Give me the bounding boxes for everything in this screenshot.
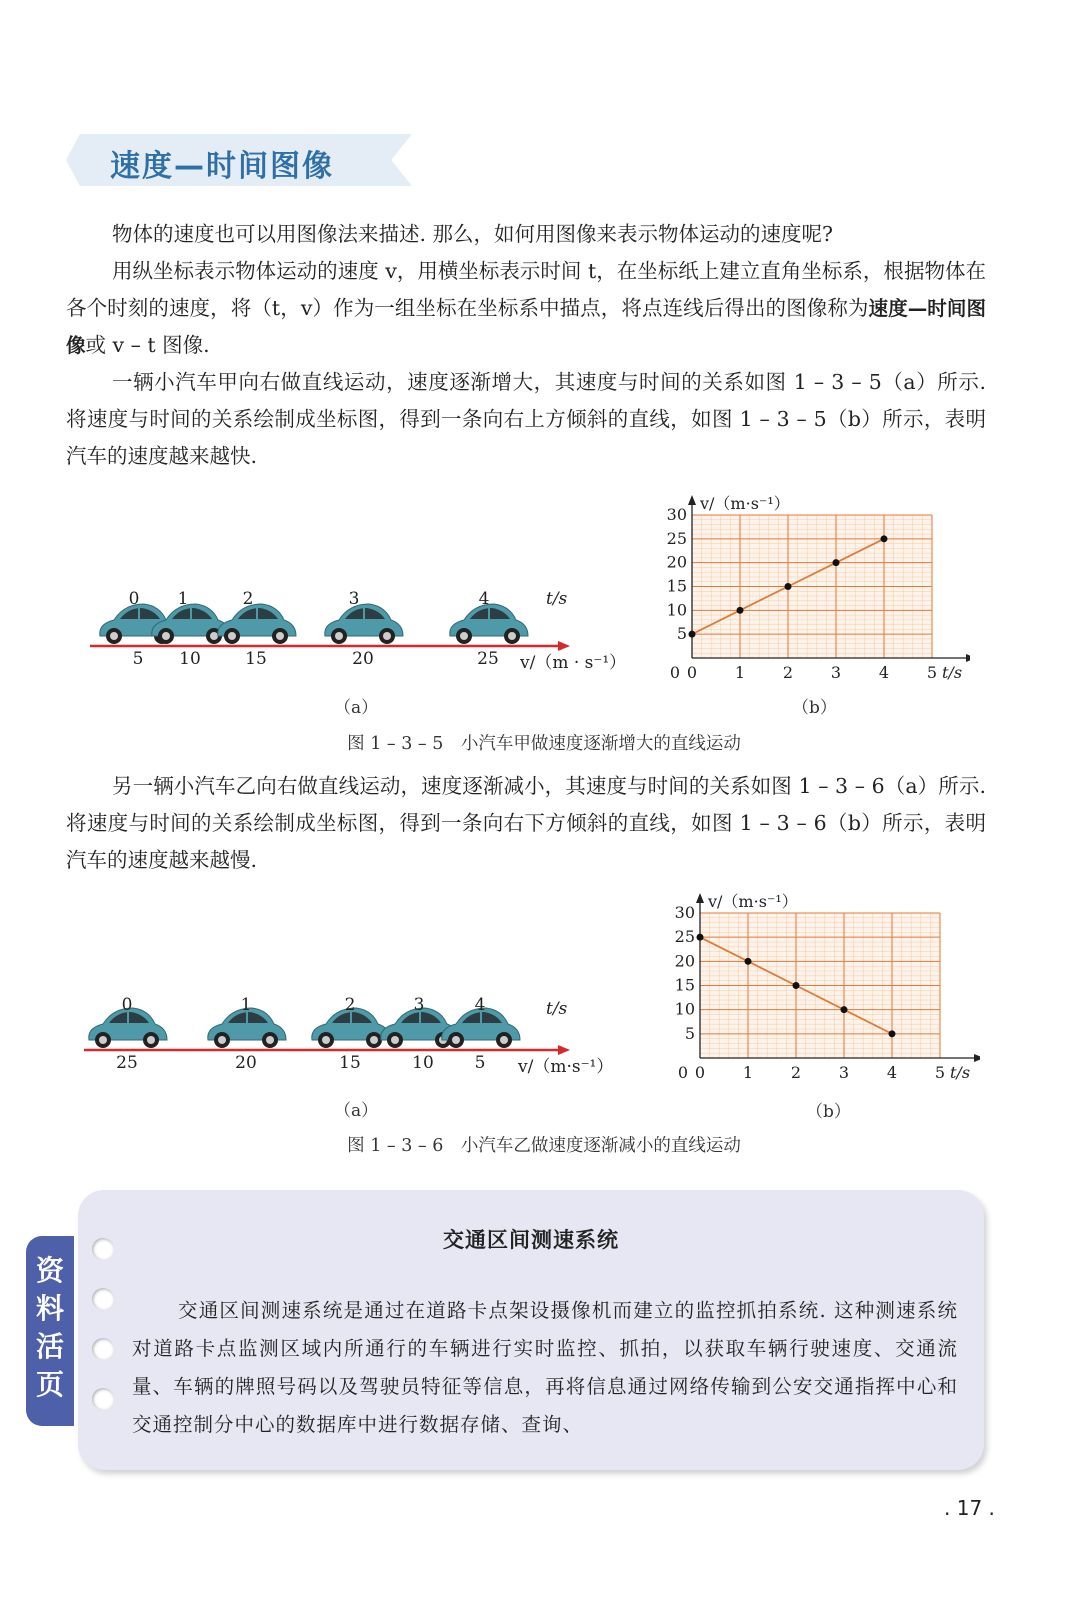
time-label-3: 3 [413, 995, 425, 1015]
paragraph-2-a: 用纵坐标表示物体运动的速度 v，用横坐标表示时间 t，在坐标纸上建立直角坐标系，根据物体在各个时刻的速度，将（t，v）作为一组坐标在坐标系中描点，将点连线后得出的图像称为 [66, 259, 986, 320]
y-tick-label: 20 [666, 552, 687, 572]
time-label-0: 0 [128, 589, 140, 609]
data-point [785, 583, 792, 590]
y-tick-label: 20 [674, 951, 695, 971]
time-label-0: 0 [121, 995, 133, 1015]
data-point [881, 535, 888, 542]
paragraph-1: 物体的速度也可以用图像法来描述. 那么，如何用图像来表示物体运动的速度呢? [112, 222, 834, 246]
x-tick-label: 4 [878, 663, 890, 682]
figure1-sub-b: （b） [792, 698, 837, 718]
paragraph-3: 一辆小汽车甲向右做直线运动，速度逐渐增大，其速度与时间的关系如图 1 – 3 – 5（a）所示. 将速度与时间的关系绘制成坐标图，得到一条向右上方倾斜的直线，如图 1 – 3 – 5（b）所示，表明汽车的速度越来越快. [66, 370, 986, 468]
time-label-1: 1 [177, 589, 189, 609]
time-label-1: 1 [240, 995, 252, 1015]
page-number: . 17 . [944, 1496, 995, 1520]
info-text [132, 1292, 958, 1444]
x-axis-title: t/s [942, 663, 963, 682]
car-icon [325, 604, 403, 644]
paragraph-2-b: 或 v – t 图像. [85, 333, 210, 357]
side-tab-char: 资 [35, 1254, 64, 1287]
data-point [841, 1006, 848, 1013]
road-arrowhead [558, 641, 570, 651]
data-point [745, 958, 752, 965]
side-tab-char: 页 [35, 1368, 64, 1401]
info-paragraph: 交通区间测速系统是通过在道路卡点架设摄像机而建立的监控抓拍系统. 这种测速系统对道路卡点监测区域内所通行的车辆进行实时监控、抓拍，以获取车辆行驶速度、交通流量、车辆的牌照号码以及驾驶员特征等信息，再将信息通过网络传输到公安交通指挥中心和交通控制分中心的数据库中进行数据存储、查询、 [132, 1299, 958, 1436]
figure1-caption: 图 1 – 3 – 5 小汽车甲做速度逐渐增大的直线运动 [347, 734, 741, 754]
speed-label-0: 5 [132, 649, 144, 669]
y-tick-label: 25 [666, 528, 687, 548]
binder-hole-icon [92, 1338, 114, 1360]
y-axis-title: v/（m·s⁻¹） [700, 494, 790, 513]
x-tick-label: 3 [838, 1063, 850, 1082]
paragraph-4: 另一辆小汽车乙向右做直线运动，速度逐渐减小，其速度与时间的关系如图 1 – 3 – 6（a）所示. 将速度与时间的关系绘制成坐标图，得到一条向右下方倾斜的直线，如图 1 – 3 – 6（b）所示，表明汽车的速度越来越慢. [66, 774, 986, 872]
time-label-4: 4 [478, 589, 490, 609]
time-label-4: 4 [474, 995, 486, 1015]
y-tick-label: 10 [666, 600, 687, 620]
paragraph-2 [66, 253, 986, 364]
speed-label-3: 20 [352, 649, 374, 669]
body-text-2 [66, 768, 986, 879]
x-tick-label: 0 [694, 1063, 706, 1082]
x-tick-label: 4 [886, 1063, 898, 1082]
y-tick-label: 15 [666, 576, 687, 596]
car-icon [450, 604, 528, 644]
x-tick-label: 1 [734, 663, 746, 682]
data-point [697, 934, 704, 941]
figure2-caption: 图 1 – 3 – 6 小汽车乙做速度逐渐减小的直线运动 [347, 1136, 741, 1156]
speed-label-1: 20 [235, 1053, 257, 1073]
y-axis-arrowhead [696, 893, 704, 903]
time-label-3: 3 [348, 589, 360, 609]
data-point [833, 559, 840, 566]
x-tick-label: 2 [782, 663, 794, 682]
x-axis-title: t/s [950, 1063, 971, 1082]
side-tab-char: 活 [35, 1330, 64, 1363]
time-axis-label: t/s [546, 999, 568, 1019]
binder-hole-icon [92, 1288, 114, 1310]
speed-label-4: 25 [477, 649, 499, 669]
x-tick-label: 1 [742, 1063, 754, 1082]
y-tick-label: 5 [684, 1023, 695, 1043]
speed-label-3: 10 [412, 1053, 434, 1073]
data-point [889, 1030, 896, 1037]
speed-axis-label: v/（m · s⁻¹） [520, 653, 627, 673]
data-point [737, 607, 744, 614]
speed-label-2: 15 [339, 1053, 361, 1073]
info-title: 交通区间测速系统 [443, 1228, 619, 1252]
y-tick-label: 10 [674, 999, 695, 1019]
speed-label-4: 5 [474, 1053, 486, 1073]
y-tick-label: 25 [674, 927, 695, 947]
speed-label-1: 10 [179, 649, 201, 669]
x-tick-label: 5 [934, 1063, 946, 1082]
data-point [793, 982, 800, 989]
figure2-sub-a: （a） [334, 1101, 379, 1121]
x-tick-label: 3 [830, 663, 842, 682]
y-tick-label: 15 [674, 975, 695, 995]
y-axis-arrowhead [688, 495, 696, 505]
body-text-1 [66, 216, 986, 475]
figure1-cars [80, 580, 640, 690]
figure1-sub-a: （a） [334, 698, 379, 718]
figure1-chart [660, 482, 970, 687]
road-arrowhead [558, 1045, 570, 1055]
data-point [689, 631, 696, 638]
figure2-cars [80, 986, 640, 1096]
time-axis-label: t/s [546, 589, 568, 609]
origin-label: 0 [677, 1063, 688, 1082]
term-vt-graph: 速度—时间图像 [66, 297, 986, 357]
side-tab-label [26, 1252, 74, 1404]
x-tick-label: 0 [686, 663, 698, 682]
y-tick-label: 30 [674, 903, 695, 922]
y-axis-title: v/（m·s⁻¹） [708, 892, 798, 911]
x-tick-label: 2 [790, 1063, 802, 1082]
side-tab-char: 料 [35, 1292, 64, 1325]
side-tab-text [26, 1252, 74, 1404]
y-tick-label: 30 [666, 505, 687, 524]
figure2-sub-b: （b） [806, 1102, 851, 1122]
x-axis-arrowhead [974, 1054, 980, 1062]
car-icon [152, 604, 230, 644]
car-icon [218, 604, 296, 644]
time-label-2: 2 [242, 589, 254, 609]
speed-axis-label: v/（m·s⁻¹） [518, 1057, 614, 1077]
time-label-2: 2 [344, 995, 356, 1015]
y-tick-label: 5 [676, 624, 687, 644]
x-axis-arrowhead [966, 654, 970, 662]
figure2-chart [660, 882, 980, 1087]
x-tick-label: 5 [926, 663, 938, 682]
section-title: 速度—时间图像 [110, 149, 334, 184]
speed-label-2: 15 [245, 649, 267, 669]
speed-label-0: 25 [116, 1053, 138, 1073]
origin-label: 0 [669, 663, 680, 682]
binder-hole-icon [92, 1388, 114, 1410]
